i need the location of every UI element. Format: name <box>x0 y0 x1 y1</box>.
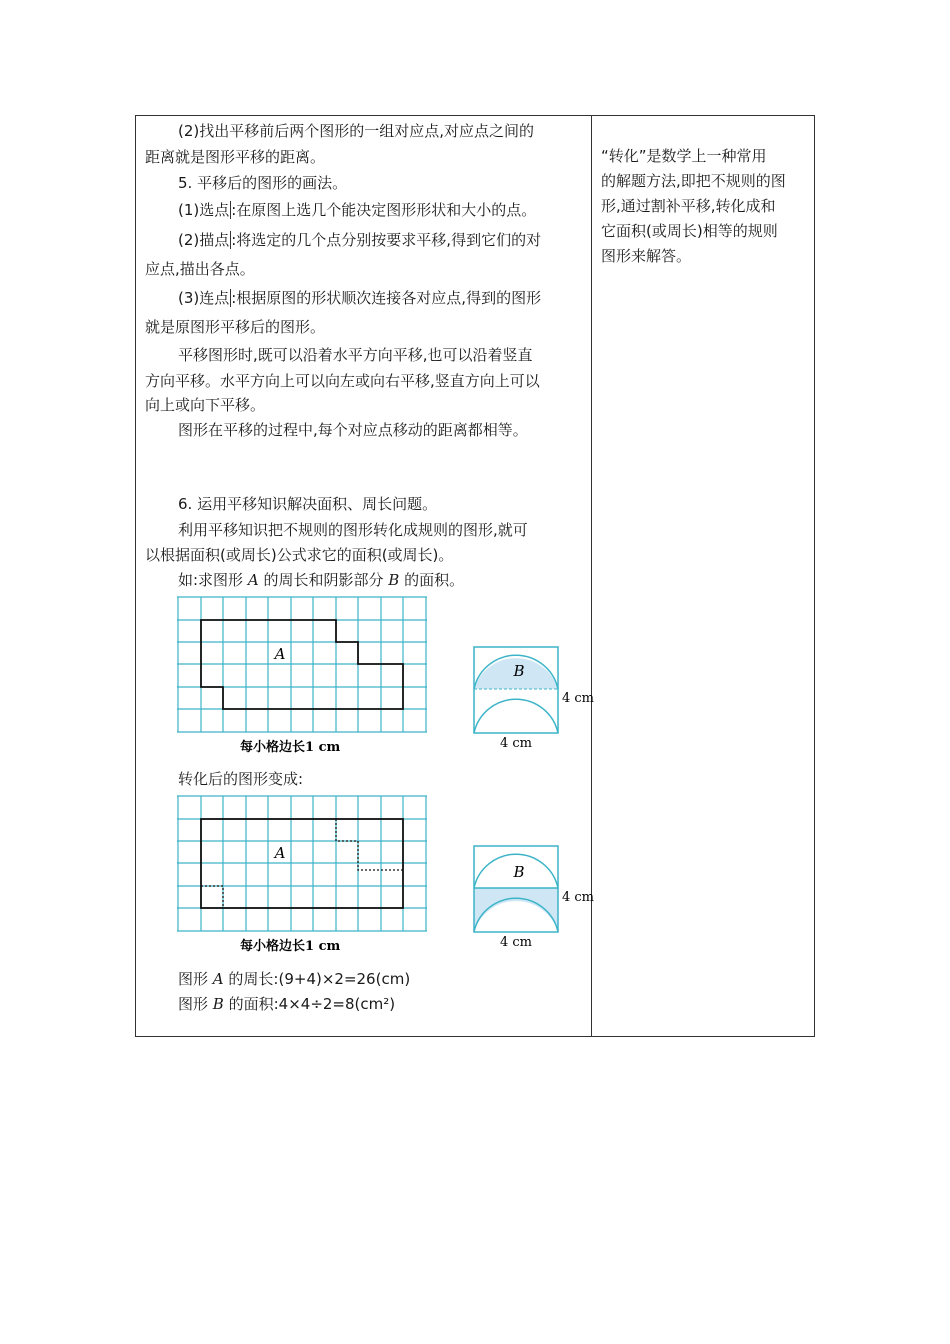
text-line: 如:求图形 A 的周长和阴影部分 B 的面积。 <box>178 571 465 589</box>
text-line: (1)选点 :在原图上选几个能决定图形形状和大小的点。 <box>178 201 537 219</box>
grid-lines <box>177 796 427 931</box>
text-line: 平移图形时,既可以沿着水平方向平移,也可以沿着竖直 <box>178 346 533 364</box>
text-line: (3)连点 :根据原图的形状顺次连接各对应点,得到的图形 <box>178 289 542 307</box>
grid-figure-original <box>176 595 428 755</box>
semicircle-figure-transformed <box>470 844 594 950</box>
note-line: 图形来解答。 <box>601 247 692 265</box>
bottom-arc <box>474 699 558 733</box>
shape-b-label: B <box>513 662 525 680</box>
section-heading: 5. 平移后的图形的画法。 <box>178 174 348 192</box>
text-line: (2)描点 :将选定的几个点分别按要求平移,得到它们的对 <box>178 231 542 249</box>
text-line: 向上或向下平移。 <box>145 396 266 414</box>
shape-a-label: A <box>274 844 286 862</box>
section-heading: 6. 运用平移知识解决面积、周长问题。 <box>178 495 438 513</box>
dimension-bottom: 4 cm <box>499 736 533 751</box>
dimension-side: 4 cm <box>562 890 594 905</box>
text-line: 距离就是图形平移的距离。 <box>145 148 326 166</box>
grid-caption: 每小格边长1 cm <box>240 939 341 954</box>
note-line: “转化”是数学上一种常用 <box>601 147 767 165</box>
text-line: 图形在平移的过程中,每个对应点移动的距离都相等。 <box>178 421 528 439</box>
note-line: 它面积(或周长)相等的规则 <box>601 222 778 240</box>
shape-a-label: A <box>274 645 286 663</box>
text-line: 转化后的图形变成: <box>178 770 304 788</box>
answer-perimeter: 图形 A 的周长:(9+4)×2=26(cm) <box>178 970 411 988</box>
note-line: 的解题方法,即把不规则的图 <box>601 172 786 190</box>
dimension-bottom: 4 cm <box>499 935 533 950</box>
text-line: 就是原图形平移后的图形。 <box>145 318 326 336</box>
text-line: (2)找出平移前后两个图形的一组对应点,对应点之间的 <box>178 122 535 140</box>
grid-caption: 每小格边长1 cm <box>240 740 341 755</box>
dimension-side: 4 cm <box>562 691 594 706</box>
text-line: 方向平移。水平方向上可以向左或向右平移,竖直方向上可以 <box>145 372 540 390</box>
note-line: 形,通过割补平移,转化成和 <box>601 197 776 215</box>
sidebar-note <box>601 144 811 269</box>
text-line: 以根据面积(或周长)公式求它的面积(或周长)。 <box>145 546 454 564</box>
text-line: 利用平移知识把不规则的图形转化成规则的图形,就可 <box>178 521 528 539</box>
semicircle-figure-original <box>470 645 594 751</box>
answer-area: 图形 B 的面积:4×4÷2=8(cm²) <box>178 995 396 1013</box>
text-line: 应点,描出各点。 <box>145 260 255 278</box>
shape-b-label: B <box>513 863 525 881</box>
grid-figure-transformed <box>176 794 428 954</box>
